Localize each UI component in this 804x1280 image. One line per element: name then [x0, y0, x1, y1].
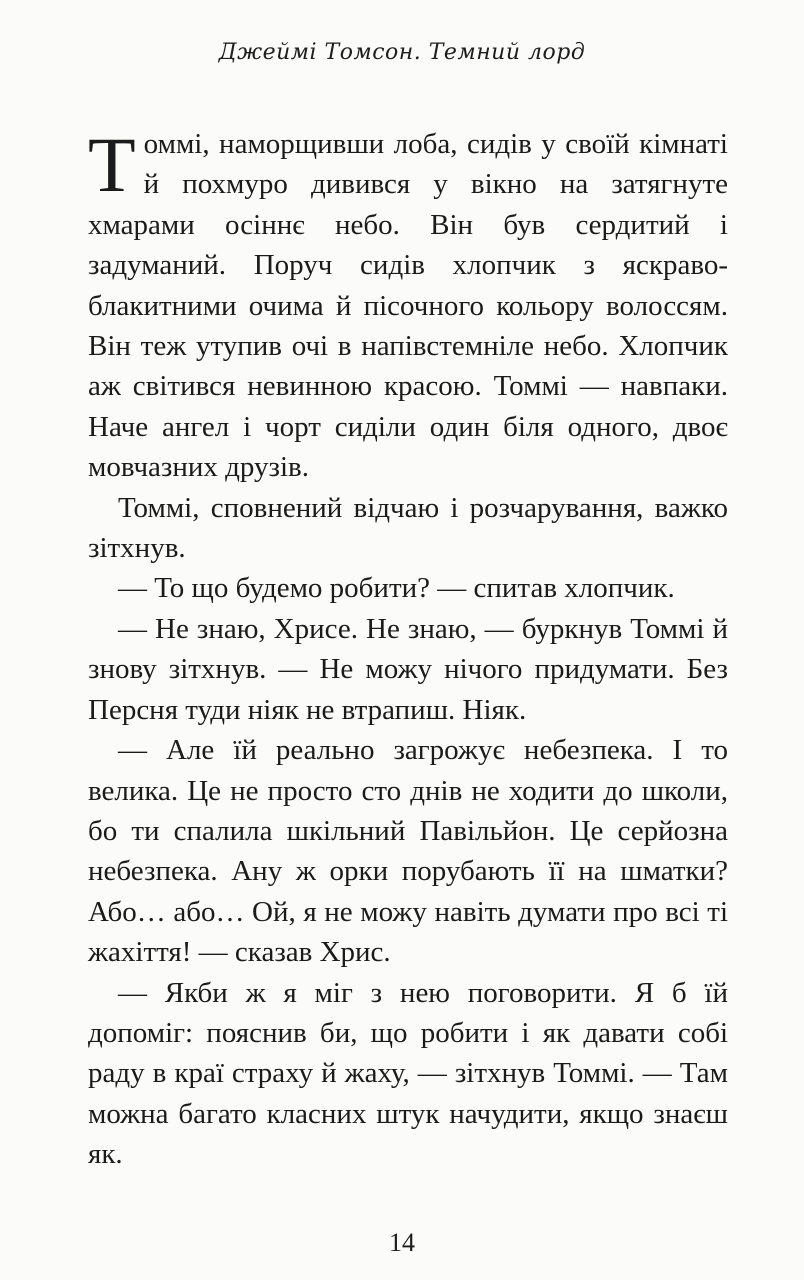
paragraph-3: — То що будемо робити? — спитав хлопчик.	[118, 572, 675, 605]
paragraph-2: Томмі, сповнений відчаю і розчарування, важко зітхнув.	[88, 491, 728, 565]
body-text	[88, 121, 728, 1175]
running-header: Джеймі Томсон. Темний лорд	[218, 40, 586, 65]
paragraph-1	[88, 121, 728, 488]
drop-cap: Т	[88, 121, 136, 208]
paragraph-4: — Не знаю, Хрисе. Не знаю, — буркнув Томмі й знову зітхнув. — Не можу нічого придумати. Без Персня туди ніяк не втрапиш. Ніяк.	[88, 612, 728, 726]
paragraph-5: — Але їй реально загрожує небезпека. І то велика. Це не просто сто днів не ходити до школи, бо ти спалила шкільний Павільйон. Це серйозна небезпека. Ану ж орки порубають її на шматки? Або… або… Ой, я не можу навіть думати про всі ті жахіття! — сказав Хрис.	[88, 734, 728, 969]
paragraph-6: — Якби ж я міг з нею поговорити. Я б їй допоміг: пояснив би, що робити і як давати собі раду в краї страху й жаху, — зітхнув Томмі. — Там можна багато класних штук начудити, якщо знаєш як.	[88, 976, 728, 1171]
page-number: 14	[389, 1228, 415, 1257]
paragraph-1-text: оммі, наморщивши лоба, сидів у своїй кімнаті й похмуро дивився у вікно на затягнуте хмарами осіннє небо. Він був сердитий і задуманий. Поруч сидів хлопчик з яскраво-блакитними очима й пісочного кольору волоссям. Він теж утупив очі в напівстемніле небо. Хлопчик аж світився невинною красою. Томмі — навпаки. Наче ангел і чорт сиділи один біля одного, двоє мовчазних друзів.	[88, 128, 728, 484]
